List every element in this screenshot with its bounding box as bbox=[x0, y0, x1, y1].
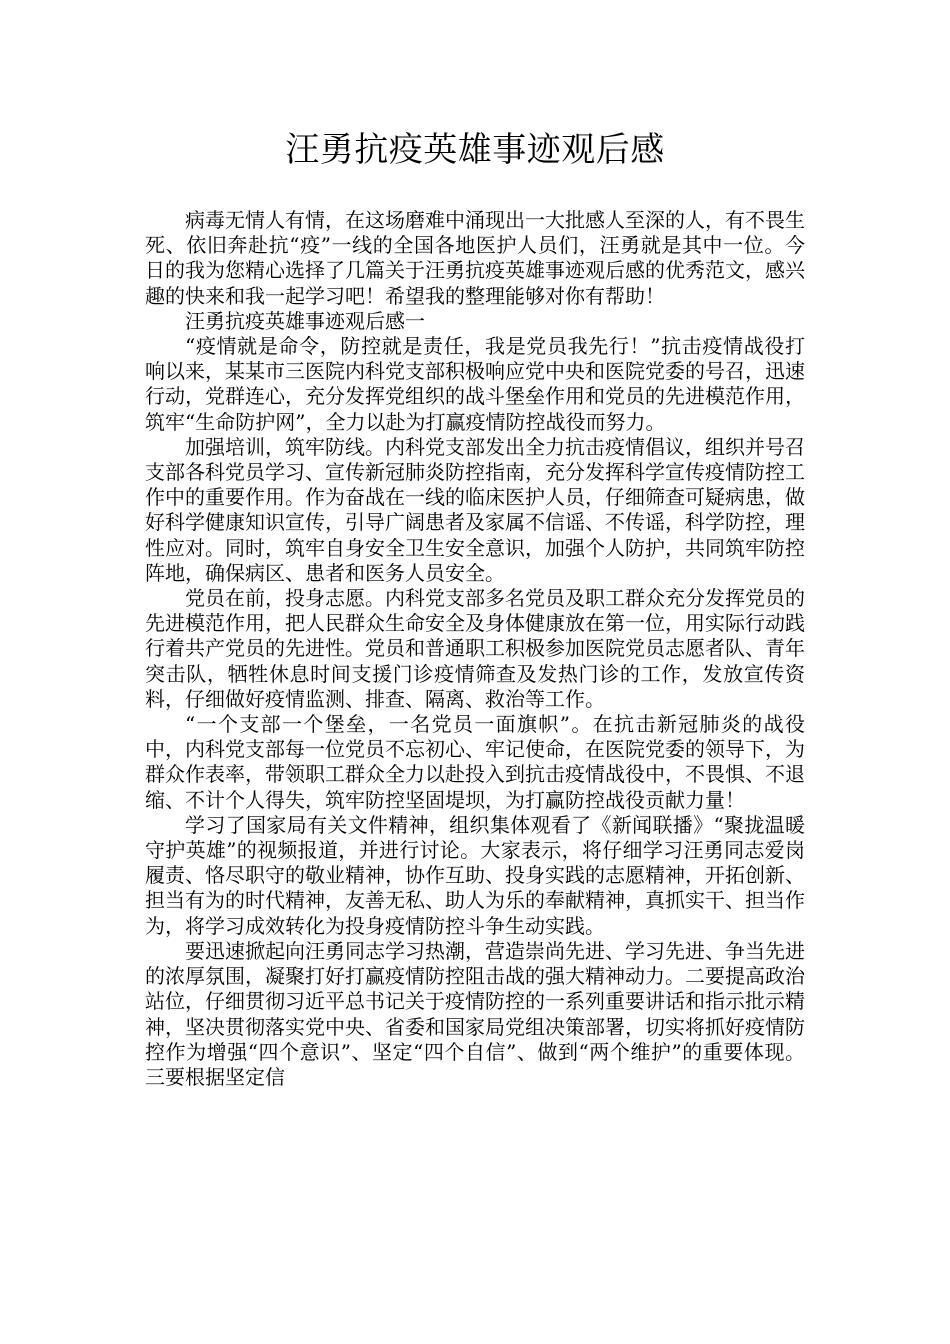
body-paragraph: 要迅速掀起向汪勇同志学习热潮，营造崇尚先进、学习先进、争当先进的浓厚氛围，凝聚打好打赢疫情防控阻击战的强大精神动力。二要提高政治站位，仔细贯彻习近平总书记关于疫情防控的一系列重要讲话和指示批示精神，坚决贯彻落实党中央、省委和国家局党组决策部署，切实将抓好疫情防控作为增强“四个意识”、坚定“四个自信”、做到“两个维护”的重要体现。三要根据坚定信 bbox=[145, 938, 805, 1089]
intro-paragraph: 病毒无情人有情，在这场磨难中涌现出一大批感人至深的人，有不畏生死、依旧奔赴抗“疫”一线的全国各地医护人员们，汪勇就是其中一位。今日的我为您精心选择了几篇关于汪勇抗疫英雄事迹观后感的优秀范文，感兴趣的快来和我一起学习吧！希望我的整理能够对你有帮助！ bbox=[145, 208, 805, 308]
body-paragraph: 党员在前，投身志愿。内科党支部多名党员及职工群众充分发挥党员的先进模范作用，把人民群众生命安全及身体健康放在第一位，用实际行动践行着共产党员的先进性。党员和普通职工积极参加医院党员志愿者队、青年突击队，牺牲休息时间支援门诊疫情筛查及发热门诊的工作，发放宣传资料，仔细做好疫情监测、排查、隔离、救治等工作。 bbox=[145, 586, 805, 711]
body-paragraph: “疫情就是命令，防控就是责任，我是党员我先行！”抗击疫情战役打响以来，某某市三医院内科党支部积极响应党中央和医院党委的号召，迅速行动，党群连心，充分发挥党组织的战斗堡垒作用和党员的先进模范作用，筑牢“生命防护网”，全力以赴为打赢疫情防控战役而努力。 bbox=[145, 334, 805, 434]
body-paragraph: 学习了国家局有关文件精神，组织集体观看了《新闻联播》“聚拢温暖守护英雄”的视频报道，并进行讨论。大家表示，将仔细学习汪勇同志爱岗履责、恪尽职守的敬业精神，协作互助、投身实践的志愿精神，开拓创新、担当有为的时代精神，友善无私、助人为乐的奉献精神，真抓实干、担当作为，将学习成效转化为投身疫情防控斗争生动实践。 bbox=[145, 812, 805, 938]
body-paragraph: 加强培训，筑牢防线。内科党支部发出全力抗击疫情倡议，组织并号召支部各科党员学习、宣传新冠肺炎防控指南，充分发挥科学宣传疫情防控工作中的重要作用。作为奋战在一线的临床医护人员，仔细筛查可疑病患，做好科学健康知识宣传，引导广阔患者及家属不信谣、不传谣，科学防控，理性应对。同时，筑牢自身安全卫生安全意识，加强个人防护，共同筑牢防控阵地，确保病区、患者和医务人员安全。 bbox=[145, 434, 805, 585]
body-paragraph: “一个支部一个堡垒，一名党员一面旗帜”。在抗击新冠肺炎的战役中，内科党支部每一位党员不忘初心、牢记使命，在医院党委的领导下，为群众作表率，带领职工群众全力以赴投入到抗击疫情战役中，不畏惧、不退缩、不计个人得失，筑牢防控坚固堤坝，为打赢防控战役贡献力量！ bbox=[145, 712, 805, 812]
document-title: 汪勇抗疫英雄事迹观后感 bbox=[285, 130, 665, 170]
section-heading: 汪勇抗疫英雄事迹观后感一 bbox=[185, 308, 425, 333]
document-page bbox=[145, 120, 805, 1090]
